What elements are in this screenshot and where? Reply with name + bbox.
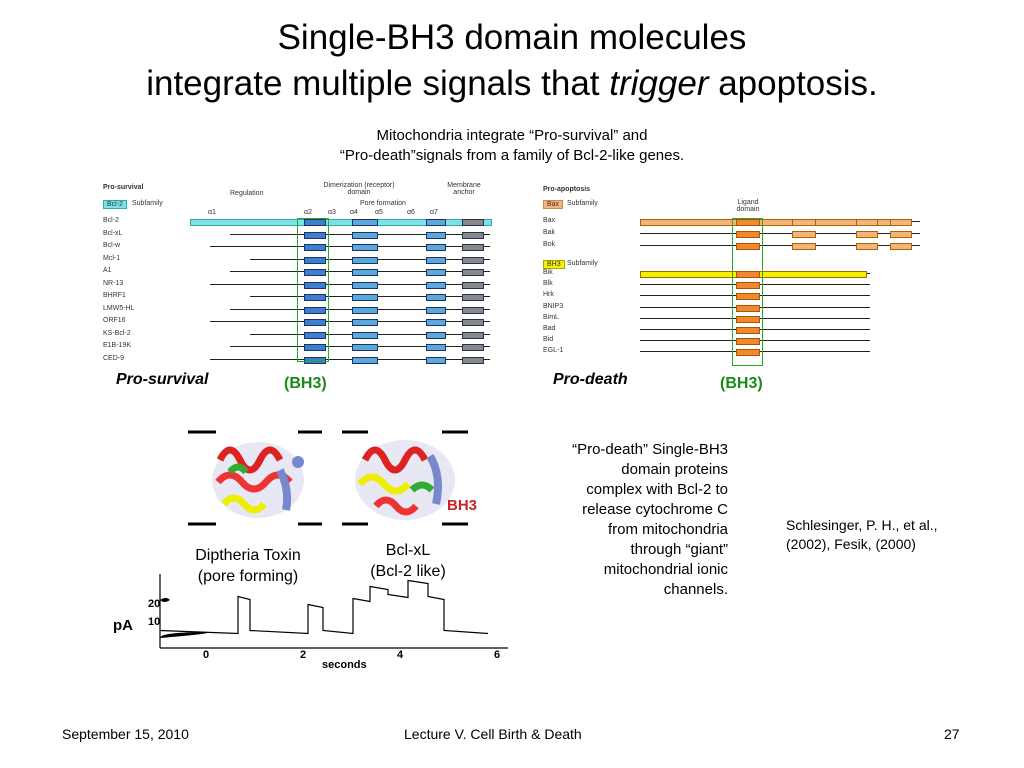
domain-box [462, 244, 484, 251]
bcl-xl-caption-line2: (Bcl-2 like) [370, 563, 446, 580]
domain-box [352, 219, 378, 226]
protein-row-line [640, 233, 920, 234]
protein-row-label: Bcl-w [103, 242, 121, 249]
pro-death-caption: Pro-death [553, 371, 628, 388]
trace-ylabel: pA [113, 617, 133, 634]
helix-label: α2 [304, 209, 312, 216]
xtick-6: 6 [494, 649, 501, 661]
bcl-xl-caption-line1: Bcl-xL [385, 542, 431, 559]
domain-box [426, 219, 446, 226]
bcl-xl-structure [355, 440, 455, 520]
protein-row-label: Bcl-xL [103, 229, 123, 237]
domain-box [462, 332, 484, 339]
domain-box [426, 319, 446, 326]
domain-box [426, 294, 446, 301]
protein-structures-figure [180, 420, 480, 535]
title-text-b: apoptosis. [708, 64, 878, 103]
title-text-a: integrate multiple signals that [146, 64, 610, 103]
domain-box [462, 269, 484, 276]
pore-formation-label: Pore formation [360, 200, 406, 207]
title-text-emphasis: trigger [609, 64, 709, 103]
protein-row-label: CED-9 [103, 354, 125, 362]
protein-row-label: NR-13 [103, 279, 124, 287]
body-text-line: mitochondrial ionic [603, 561, 728, 578]
bh3-caption-right: (BH3) [720, 375, 763, 392]
domain-box [352, 244, 378, 251]
xtick-4: 4 [397, 649, 404, 661]
domain-box [462, 307, 484, 314]
domain-box [426, 344, 446, 351]
domain-box [426, 257, 446, 264]
current-trace-line [160, 581, 488, 634]
domain-box [352, 282, 378, 289]
protein-row-line [210, 321, 490, 322]
ytick-20: 20 [148, 598, 161, 610]
bh3-caption-left: (BH3) [284, 375, 327, 392]
protein-row-label: BHRF1 [103, 292, 126, 299]
protein-row-label: Hrk [543, 291, 554, 299]
slide-title-line1: Single-BH3 domain molecules [277, 18, 747, 57]
protein-row-label: A1 [103, 267, 112, 274]
protein-row-label: Bid [543, 336, 554, 344]
domain-box [792, 219, 816, 226]
pro-apoptosis-diagram [540, 182, 930, 367]
helix-label: α4 [350, 209, 358, 216]
pro-survival-diagram [100, 180, 500, 365]
protein-row-label: Bad [543, 325, 556, 332]
helix-label: α7 [430, 209, 438, 216]
bax-subfamily-tag: Bax [543, 200, 563, 209]
diphtheria-caption-line2: (pore forming) [197, 568, 299, 585]
domain-box [352, 257, 378, 264]
diphtheria-toxin-structure [212, 442, 304, 518]
xtick-0: 0 [203, 649, 210, 661]
dimerization-label: Dimerization (receptor) domain [323, 182, 395, 196]
domain-box [462, 257, 484, 264]
bh3-subfamily-tag: BH3 [543, 260, 565, 269]
domain-box [890, 243, 912, 250]
bcl2-full-bar [190, 219, 492, 226]
body-text-line: release cytochrome C [582, 501, 728, 518]
domain-box [462, 357, 484, 364]
domain-box [352, 307, 378, 314]
footer-date: September 15, 2010 [62, 726, 189, 742]
bax-subfamily-label: Subfamily [567, 200, 598, 207]
body-text-line: through “giant” [630, 541, 728, 558]
domain-box [426, 232, 446, 239]
helix-label: α6 [407, 209, 415, 216]
protein-row-label: BimL [543, 313, 559, 321]
domain-box [352, 344, 378, 351]
pro-apoptosis-header: Pro-apoptosis [543, 186, 591, 193]
footer-page-number: 27 [944, 726, 960, 742]
body-text-line: channels. [663, 581, 728, 598]
protein-row-label: LMW5-HL [103, 304, 135, 312]
protein-row-label: BNIP3 [543, 302, 564, 310]
domain-box [352, 319, 378, 326]
domain-box [352, 269, 378, 276]
helix-label: α3 [328, 209, 336, 216]
trace-xlabel: seconds [322, 659, 367, 670]
domain-box [352, 232, 378, 239]
citation-line1: Schlesinger, P. H., et al., [786, 517, 938, 533]
domain-box [462, 232, 484, 239]
protein-row-line [210, 359, 490, 360]
trace-axes [160, 574, 508, 648]
subtitle-line2: “Pro-death”signals from a family of Bcl-2-like genes. [339, 147, 685, 164]
body-text-line: complex with Bcl-2 to [586, 481, 728, 498]
diphtheria-caption-line1: Diptheria Toxin [195, 547, 301, 564]
protein-row-label: Blk [543, 280, 553, 288]
ligand-domain-label: Ligand domain [736, 199, 760, 213]
footer-lecture: Lecture V. Cell Birth & Death [404, 726, 582, 742]
protein-row-label: Bcl-2 [103, 217, 119, 224]
domain-box [890, 219, 912, 226]
domain-box [426, 244, 446, 251]
domain-box [462, 344, 484, 351]
protein-row-label: Bax [543, 217, 556, 224]
domain-box [426, 282, 446, 289]
domain-box [462, 294, 484, 301]
domain-box [890, 231, 912, 238]
domain-box [352, 357, 378, 364]
domain-box [856, 243, 878, 250]
pro-survival-caption: Pro-survival [116, 371, 209, 388]
regulation-label: Regulation [230, 190, 264, 197]
subtitle-line1: Mitochondria integrate “Pro-survival” and [376, 127, 648, 144]
membrane-anchor-label: Membrane anchor [447, 182, 481, 196]
protein-row-label: Bok [543, 241, 556, 248]
protein-row-label: Bik [543, 269, 553, 276]
protein-row-line [210, 284, 490, 285]
domain-box [426, 307, 446, 314]
domain-box [792, 243, 816, 250]
helix-label: α1 [208, 209, 216, 216]
protein-row-label: Mcl-1 [103, 254, 121, 262]
domain-box [462, 219, 484, 226]
citation-line2: (2002), Fesik, (2000) [786, 536, 916, 552]
body-text [480, 440, 728, 600]
subtitle [200, 126, 824, 166]
protein-row-line [210, 246, 490, 247]
domain-box [856, 219, 878, 226]
slide-title-line2 [0, 64, 1024, 104]
domain-box [352, 294, 378, 301]
pro-survival-header: Pro-survival [103, 184, 144, 191]
bh3-highlight-box [297, 218, 329, 362]
domain-box [856, 231, 878, 238]
domain-box [352, 332, 378, 339]
bh3-structure-tag: BH3 [447, 497, 478, 514]
domain-box [426, 269, 446, 276]
domain-box [426, 332, 446, 339]
domain-box [462, 319, 484, 326]
bcl2-subfamily-tag: Bcl-2 [103, 200, 127, 209]
citation [786, 516, 938, 554]
protein-row-label: ORF16 [103, 317, 126, 324]
body-text-line: from mitochondria [607, 521, 728, 538]
protein-row-label: Bak [543, 229, 556, 236]
protein-row-label: KS-Bcl-2 [103, 329, 131, 337]
domain-box [462, 282, 484, 289]
ligand-highlight-box [732, 218, 763, 366]
protein-row-label: EGL-1 [543, 347, 564, 355]
ytick-10: 10 [148, 616, 161, 628]
bh3-subfamily-label: Subfamily [567, 260, 598, 267]
body-text-line: “Pro-death” Single-BH3 [572, 441, 728, 458]
subfamily-label: Subfamily [132, 200, 163, 207]
helix-label: α5 [375, 209, 383, 216]
domain-box [792, 231, 816, 238]
xtick-2: 2 [300, 649, 307, 661]
protein-row-line [640, 245, 920, 246]
domain-box [426, 357, 446, 364]
protein-row-label: E1B-19K [103, 342, 132, 349]
body-text-line: domain proteins [621, 461, 728, 478]
